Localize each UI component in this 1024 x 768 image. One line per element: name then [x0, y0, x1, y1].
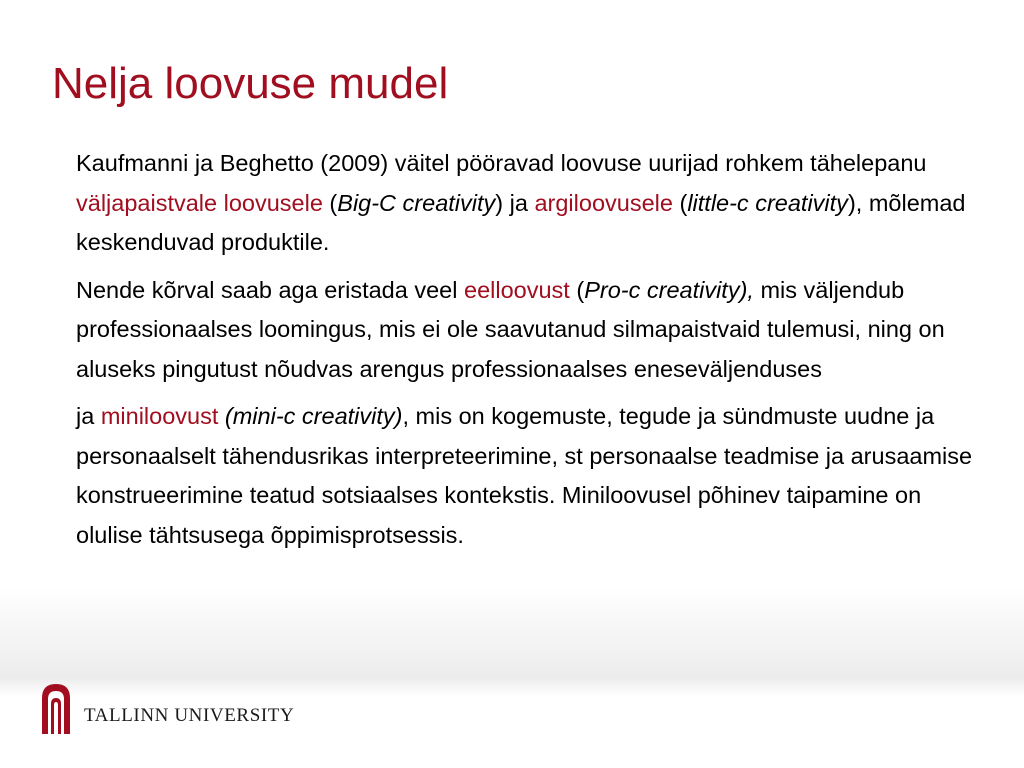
term-eelloovus: eelloovust	[464, 276, 570, 303]
paragraph-pro-c	[76, 271, 976, 390]
university-name: TALLINN UNIVERSITY	[84, 705, 295, 726]
p3-text-1: ja	[76, 403, 101, 429]
slide-body	[76, 144, 976, 563]
background-band	[0, 588, 1024, 768]
tallinn-university-logo	[38, 682, 338, 734]
p1-text-5: ), mõlemad keskenduvad produktile.	[76, 189, 966, 255]
tallinn-university-arch-icon	[38, 682, 74, 734]
paragraph-mini-c	[76, 397, 976, 555]
p1-text-2: (	[322, 189, 338, 216]
term-mini-c-creativity: (mini-c creativity)	[224, 403, 403, 429]
term-miniloovus: miniloovust	[100, 403, 219, 429]
term-big-c-creativity: Big-C creativity	[337, 189, 496, 216]
term-little-c-creativity: little-c creativity	[687, 189, 848, 216]
term-argiloovus: argiloovusele	[534, 189, 673, 216]
p3-text-3: , mis on kogemuste, tegude ja sündmuste uudne ja personaalselt tähendusrikas interpreteerimine, st personaalse teadmise ja arusaamise konstrueerimine teatud sotsiaalses kontekstis. Miniloovusel põhinev taipamine on olulise tähtsusega õppimisprotsessis.	[76, 403, 973, 548]
p1-text-3: ) ja	[495, 189, 535, 216]
term-pro-c-creativity: Pro-c creativity),	[584, 276, 754, 303]
p2-text-2: (	[569, 276, 585, 303]
p1-text-4: (	[672, 189, 688, 216]
term-valjapaistev-loovus: väljapaistvale loovusele	[76, 189, 323, 216]
slide-title: Nelja loovuse mudel	[52, 59, 449, 108]
p2-text-3: mis väljendub professionaalses loomingus, mis ei ole saavutanud silmapaistvaid tulemusi, ning on aluseks pingutust nõudvas arengus professionaalses eneseväljenduses	[76, 276, 945, 382]
p1-text-1: Kaufmanni ja Beghetto (2009) väitel pööravad loovuse uurijad rohkem tähelepanu	[76, 150, 927, 176]
paragraph-big-little-c	[76, 144, 976, 263]
p2-text-1: Nende kõrval saab aga eristada veel	[76, 276, 464, 303]
